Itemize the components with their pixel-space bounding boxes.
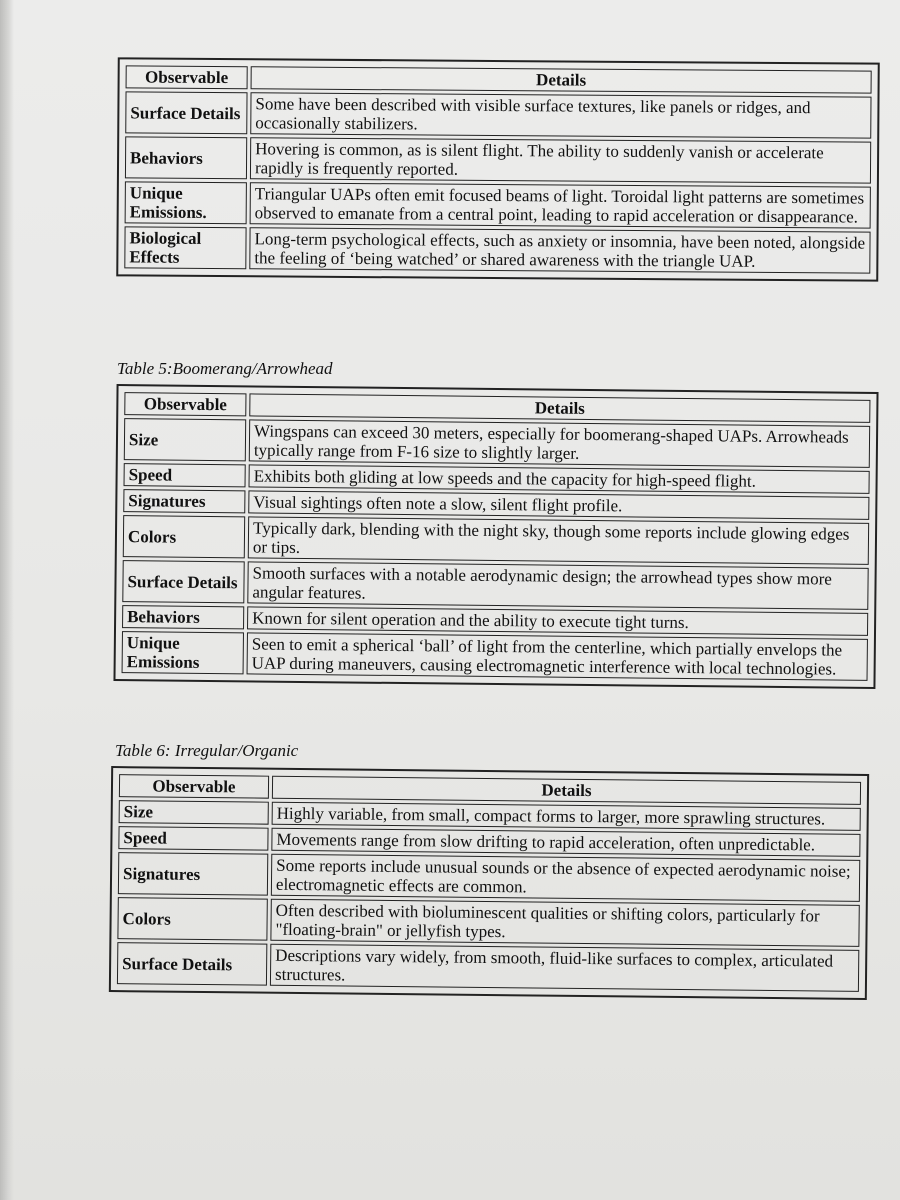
row-observable: Behaviors (122, 605, 244, 629)
row-observable: Signatures (123, 489, 245, 513)
row-observable: Size (124, 418, 246, 461)
row-observable: Surface Details (122, 560, 244, 603)
table-row (125, 181, 871, 228)
header-details: Details (251, 66, 872, 93)
row-observable: Colors (123, 515, 245, 558)
row-details: Often described with bioluminescent qualities or shifting colors, particularly for "floating-brain" or jellyfish types. (270, 899, 859, 947)
row-observable: Unique Emissions. (125, 181, 247, 224)
header-details: Details (249, 393, 870, 423)
row-observable: Speed (124, 463, 246, 487)
row-details: Long-term psychological effects, such as anxiety or insomnia, have been noted, alongside the feeling of ‘being watched’ or shared awareness with the triangle UAP. (249, 227, 870, 273)
table-header-row (119, 774, 861, 805)
page-edge-shadow (0, 0, 14, 1200)
row-details: Seen to emit a spherical ‘ball’ of light from the centerline, which partially envelops the UAP during maneuvers, causing electromagnetic interference with local technologies. (247, 632, 868, 681)
table-boomerang-arrowhead (113, 384, 878, 689)
row-observable: Surface Details (125, 91, 247, 134)
row-observable: Size (119, 800, 269, 825)
table-row (125, 136, 871, 183)
row-observable: Speed (118, 826, 268, 851)
table-triangular (116, 57, 880, 281)
row-details: Visual sightings often note a slow, silent flight profile. (248, 490, 869, 520)
table-row (123, 515, 869, 565)
row-details: Some reports include unusual sounds or the absence of expected aerodynamic noise; electromagnetic effects are common. (271, 854, 860, 902)
table-irregular-organic (109, 766, 869, 1000)
row-details: Typically dark, blending with the night sky, though some reports include glowing edges or tips. (248, 516, 869, 565)
row-details: Descriptions vary widely, from smooth, fluid-like surfaces to complex, articulated structures. (270, 944, 859, 992)
table-5-caption: Table 5:Boomerang/Arrowhead (117, 359, 333, 378)
row-details: Exhibits both gliding at low speeds and the capacity for high-speed flight. (249, 464, 870, 494)
header-observable: Observable (126, 65, 248, 89)
row-observable: Behaviors (125, 136, 247, 179)
header-details: Details (272, 776, 861, 805)
table-row (124, 418, 870, 468)
row-observable: Unique Emissions (122, 631, 244, 674)
row-details: Known for silent operation and the ability to execute tight turns. (247, 606, 868, 636)
table-row (117, 942, 859, 992)
table-header-row (126, 65, 872, 93)
row-details: Highly variable, from small, compact forms to larger, more sprawling structures. (272, 802, 861, 831)
row-details: Triangular UAPs often emit focused beams of light. Toroidal light patterns are sometimes observed to emanate from a central point, leading to rapid acceleration or disappearance. (250, 182, 871, 228)
table-row (119, 800, 861, 831)
row-observable: Signatures (118, 852, 268, 896)
row-details: Smooth surfaces with a notable aerodynamic design; the arrowhead types show more angular features. (247, 561, 868, 610)
table-row (122, 560, 868, 610)
table-row (117, 897, 859, 947)
header-observable: Observable (119, 774, 269, 799)
table-6-caption: Table 6: Irregular/Organic (115, 741, 299, 760)
table-row (125, 91, 871, 138)
row-details: Some have been described with visible surface textures, like panels or ridges, and occasionally stabilizers. (250, 92, 871, 138)
row-observable: Surface Details (117, 942, 267, 986)
table-row (124, 226, 870, 273)
row-observable: Colors (117, 897, 267, 941)
row-observable: Biological Effects (124, 226, 246, 269)
row-details: Movements range from slow drifting to rapid acceleration, often unpredictable. (271, 828, 860, 857)
row-details: Wingspans can exceed 30 meters, especially for boomerang-shaped UAPs. Arrowheads typically range from F-16 size to slightly larger. (249, 419, 870, 468)
row-details: Hovering is common, as is silent flight. The ability to suddenly vanish or accelerate rapidly is frequently reported. (250, 137, 871, 183)
table-row (118, 852, 860, 902)
header-observable: Observable (124, 392, 246, 416)
table-row (118, 826, 860, 857)
table-row (122, 631, 868, 681)
